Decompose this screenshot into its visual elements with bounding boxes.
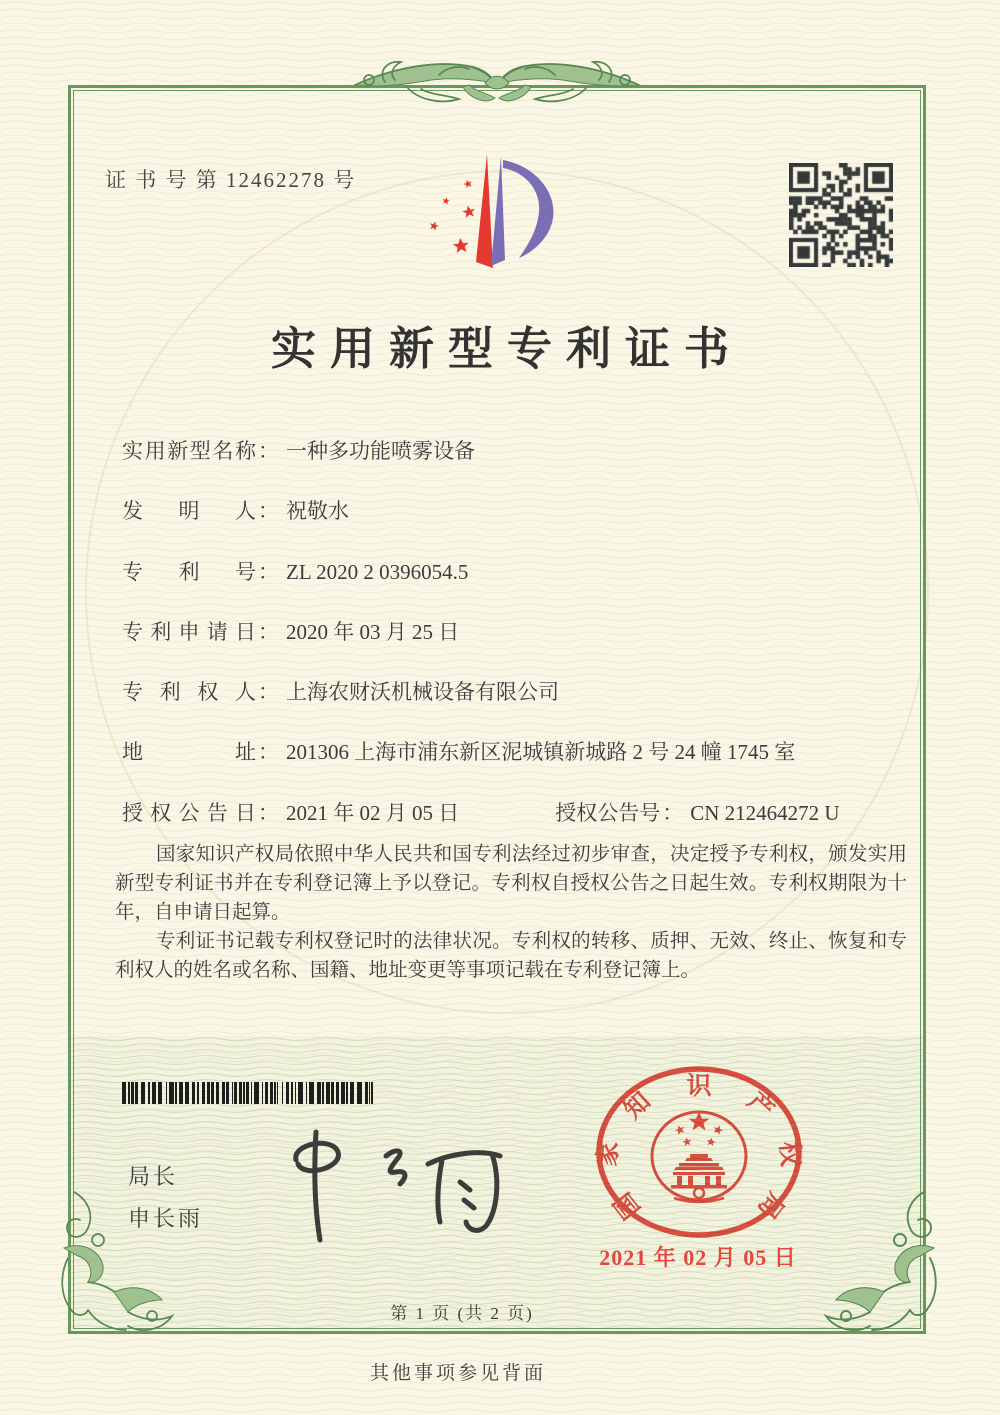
svg-text:家: 家 (594, 1140, 624, 1168)
field-value: 祝敬水 (286, 499, 349, 523)
svg-text:权: 权 (774, 1140, 804, 1168)
field-label: 地址 (122, 740, 256, 764)
field-row-patent-number (122, 556, 914, 586)
svg-text:知: 知 (619, 1087, 656, 1125)
barcode (122, 1082, 380, 1104)
svg-text:产: 产 (742, 1087, 779, 1125)
svg-text:识: 识 (686, 1073, 712, 1100)
field-label: 专利号 (122, 560, 256, 584)
svg-text:局: 局 (751, 1187, 789, 1224)
grant-number-group (555, 801, 839, 825)
certificate-title: 实用新型专利证书 (270, 324, 743, 374)
field-label: 专利权人 (122, 680, 256, 704)
signer-name: 申长雨 (128, 1206, 204, 1231)
field-colon: ： (258, 620, 279, 644)
field-value: 2020 年 03 月 25 日 (286, 620, 460, 644)
page-number: 第 1 页 (共 2 页) (390, 1304, 534, 1323)
field-row-patentee (122, 676, 914, 706)
field-colon: ： (258, 740, 279, 764)
field-colon: ： (258, 499, 279, 523)
field-row-inventor (122, 495, 914, 525)
field-row-address (122, 736, 914, 766)
cnipa-logo-icon (423, 150, 563, 278)
field-colon: ： (258, 801, 279, 825)
field-label: 专利申请日 (122, 620, 256, 644)
top-scroll-ornament (347, 53, 647, 117)
field-value: 201306 上海市浦东新区泥城镇新城路 2 号 24 幢 1745 室 (286, 740, 796, 764)
commissioner-signature (268, 1126, 508, 1246)
field-label: 实用新型名称 (122, 439, 256, 463)
field-colon: ： (258, 680, 279, 704)
field-value: 上海农财沃机械设备有限公司 (286, 680, 559, 704)
field-value: ZL 2020 2 0396054.5 (286, 560, 469, 584)
field-colon: ： (258, 439, 279, 463)
field-label: 授权公告日 (122, 801, 256, 825)
field-colon: ： (258, 560, 279, 584)
seal-date: 2021 年 02 月 05 日 (599, 1245, 797, 1270)
paragraph-register-statement: 专利证书记载专利权登记时的法律状况。专利权的转移、质押、无效、终止、恢复和专利权人的姓名或名称、国籍、地址变更等事项记载在专利登记簿上。 (115, 931, 907, 981)
official-seal (594, 1062, 804, 1250)
field-colon: ： (662, 801, 684, 825)
qr-code (789, 163, 893, 267)
svg-text:国: 国 (609, 1187, 647, 1224)
back-side-note: 其他事项参见背面 (369, 1363, 546, 1384)
field-row-grant-date (122, 797, 914, 827)
signer-title: 局长 (128, 1164, 179, 1189)
certificate-number: 证 书 号 第 12462278 号 (105, 168, 357, 192)
field-value: 一种多功能喷雾设备 (286, 439, 475, 463)
grant-number-label: 授权公告号 (555, 801, 661, 825)
paragraph-grant-statement: 国家知识产权局依照中华人民共和国专利法经过初步审查，决定授予专利权，颁发实用新型专利证书并在专利登记簿上予以登记。专利权自授权公告之日起生效。专利权期限为十年，自申请日起算。 (115, 844, 907, 923)
field-label: 发明人 (122, 499, 256, 523)
field-row-filing-date (122, 616, 914, 646)
field-value: 2021 年 02 月 05 日 (286, 801, 460, 825)
legal-body-text (115, 840, 907, 985)
field-row-utility-model-name (122, 435, 914, 465)
grant-number-value: CN 212464272 U (690, 801, 840, 825)
